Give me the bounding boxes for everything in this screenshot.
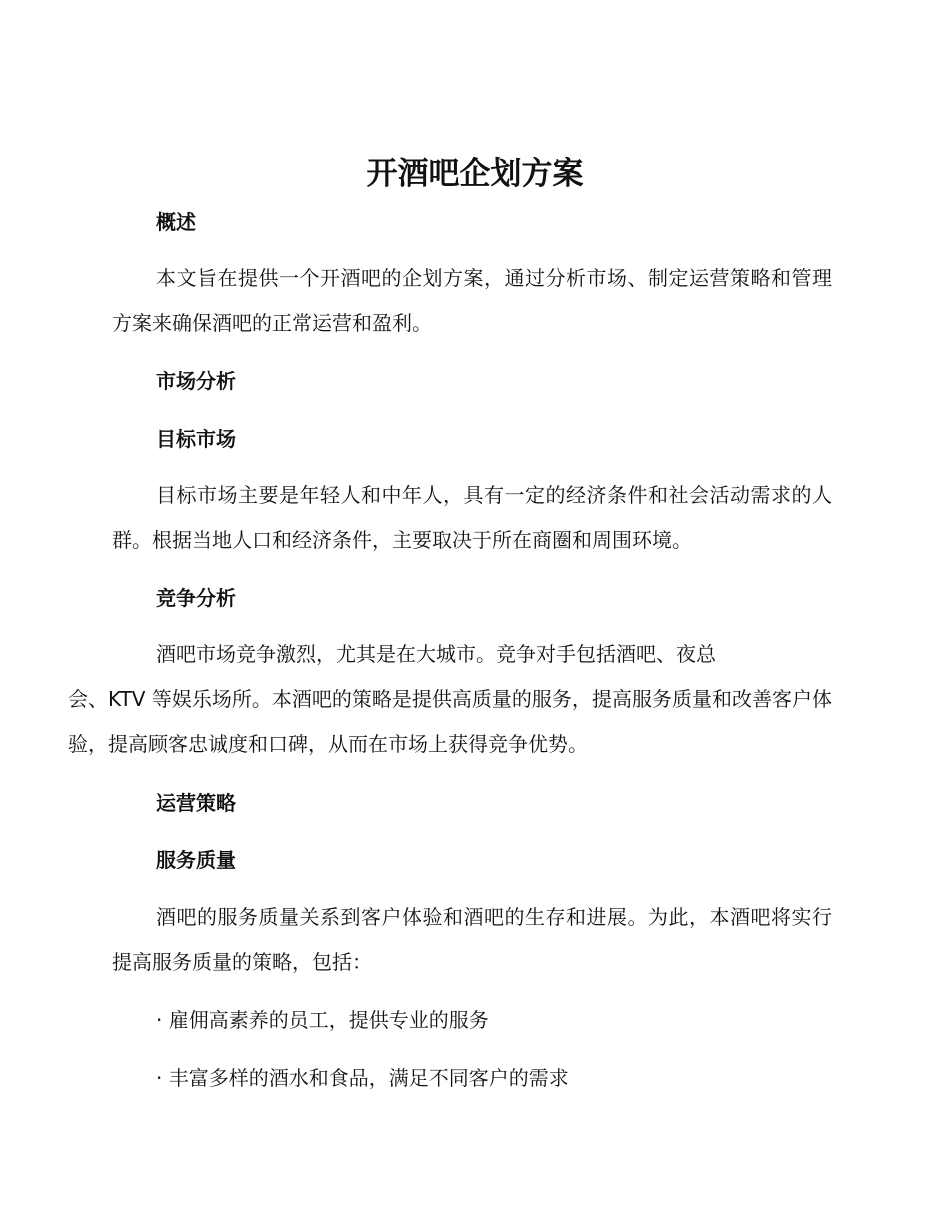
bullet-item-staff: · 雇佣高素养的员工，提供专业的服务	[156, 1008, 489, 1032]
target-market-heading: 目标市场	[156, 427, 236, 451]
service-quality-heading: 服务质量	[156, 848, 236, 872]
service-quality-paragraph: 酒吧的服务质量关系到客户体验和酒吧的生存和进展。为此，本酒吧将实行提高服务质量的策略，包括：	[112, 905, 832, 974]
competition-heading: 竞争分析	[156, 586, 236, 610]
overview-paragraph: 本文旨在提供一个开酒吧的企划方案，通过分析市场、制定运营策略和管理方案来确保酒吧的正常运营和盈利。	[112, 266, 832, 335]
competition-paragraph-rest-text: 会、KTV 等娱乐场所。本酒吧的策略是提供高质量的服务，提高服务质量和改善客户体验，提高顾客忠诚度和口碑，从而在市场上获得竞争优势。	[68, 687, 832, 756]
competition-paragraph	[68, 632, 832, 767]
document-title: 开酒吧企划方案	[366, 156, 584, 192]
target-market-paragraph: 目标市场主要是年轻人和中年人，具有一定的经济条件和社会活动需求的人群。根据当地人口和经济条件，主要取决于所在商圈和周围环境。	[112, 483, 832, 552]
operations-strategy-heading: 运营策略	[156, 791, 236, 815]
competition-paragraph-rest	[68, 677, 832, 767]
bullet-item-menu: · 丰富多样的酒水和食品，满足不同客户的需求	[156, 1066, 569, 1090]
market-analysis-heading: 市场分析	[156, 369, 236, 393]
competition-paragraph-line1: 酒吧市场竞争激烈，尤其是在大城市。竞争对手包括酒吧、夜总	[156, 642, 716, 666]
overview-heading: 概述	[156, 210, 196, 234]
